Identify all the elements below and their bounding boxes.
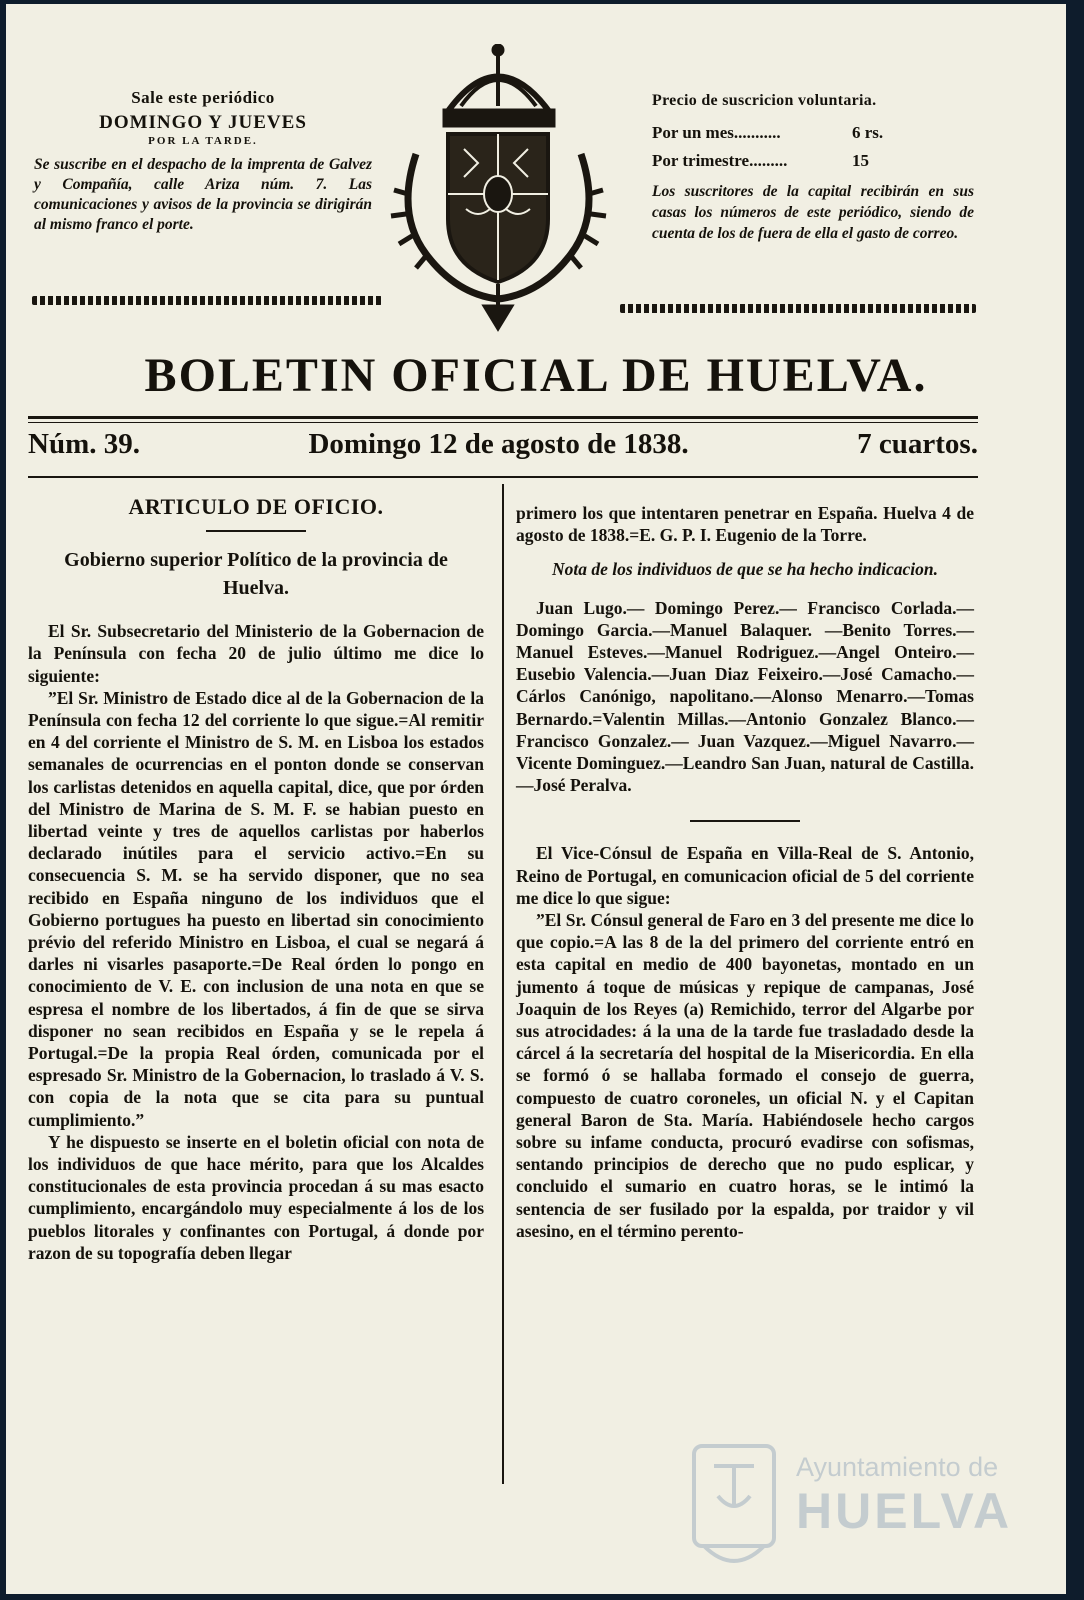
rule-bottom (28, 476, 978, 478)
column-divider (502, 484, 504, 1484)
masthead-title: BOLETIN OFICIAL DE HUELVA. (144, 349, 928, 402)
price-row-month (652, 123, 974, 143)
issue-date: Domingo 12 de agosto de 1838. (308, 428, 689, 460)
header-left-block (34, 88, 372, 235)
rule-top-thin (28, 422, 978, 423)
price-value-quarter: 15 (852, 151, 869, 170)
dateline (28, 428, 978, 461)
right-column (516, 502, 974, 1242)
issue-number: Núm. 39. (28, 428, 140, 460)
note-heading: Nota de los individuos de que se ha hecho indicacion. (552, 559, 938, 580)
newspaper-page (6, 4, 1066, 1594)
right-paragraph-1: primero los que intentaren penetrar en España. Huelva 4 de agosto de 1838.=E. G. P. I. Eugenio de la Torre. (516, 503, 974, 546)
publication-time: POR LA TARDE. (148, 135, 258, 147)
price-row-quarter (652, 151, 974, 171)
heading-rule (206, 530, 306, 532)
ornamental-border-right (620, 304, 976, 313)
price-value-month: 6 rs. (852, 123, 884, 142)
subscription-info: Se suscribe en el despacho de la imprenta de Galvez y Compañía, calle Ariza núm. 7. Las comunicaciones y avisos de la provincia se dirigirán al mismo franco el porte. (34, 156, 372, 233)
city-shield-icon (684, 1436, 784, 1576)
watermark-line-1: Ayuntamiento de (796, 1452, 999, 1482)
subscription-price-title: Precio de suscricion voluntaria. (652, 92, 877, 109)
ornamental-border-left (32, 296, 382, 305)
left-column (28, 496, 484, 1264)
header-right-block (652, 92, 974, 244)
article-subheading: Gobierno superior Político de la provincia de Huelva. (64, 549, 448, 600)
price-label-month: Por un mes........... (652, 123, 781, 142)
royal-coat-of-arms-icon (386, 44, 611, 334)
article-paragraph-1: El Sr. Subsecretario del Ministerio de la Gobernacion de la Península con fecha 20 de julio último me dice lo siguiente: (28, 621, 484, 686)
right-paragraph-2: El Vice-Cónsul de España en Villa-Real de S. Antonio, Reino de Portugal, en comunicacion oficial de 5 del corriente me dice lo que sigue: (516, 843, 974, 908)
subscriber-note: Los suscritores de la capital recibirán en sus casas los números de este periódico, siendo de cuenta de los de fuera de ella el gasto de correo. (652, 183, 974, 242)
issue-price: 7 cuartos. (857, 428, 978, 460)
names-list: Juan Lugo.— Domingo Perez.— Francisco Corlada.—Domingo Garcia.—Manuel Balaquer. —Benito Torres.—Manuel Esteves.—Manuel Rodriguez.—Angel Onteiro.—Eusebio Valencia.—Juan Diaz Feixeiro.—José Camacho.— Cárlos Canónigo, napolitano.—Alonso Menarro.—Tomas Bernardo.=Valentin Millas.—Antonio Gonzalez Blanco.—Francisco Gonzalez.— Juan Vazquez.—Miguel Navarro.—Vicente Dominguez.—Leandro San Juan, natural de Castilla.—José Peralva. (516, 597, 974, 796)
rule-top-thick (28, 416, 978, 419)
article-paragraph-2: ”El Sr. Ministro de Estado dice al de la Gobernacion de la Península con fecha 12 del corriente lo que sigue.=Al remitir en 4 del corriente el Ministro de S. M. en Lisboa los estados semanales de ocurrencias en el ponton donde se conservan los carlistas detenidos en aquella capital, dice, que por órden del Ministro de Marina de S. M. F. se habian puesto en libertad veinte y tres de aquellos carlistas por haberlos declarado inútiles para el servicio activo.=En su consecuencia S. M. se ha servido disponer, que no sea recibido en España ninguno de los individuos que el Gobierno portugues ha puesto en libertad sin conocimiento prévio del referido Ministro en Lisboa, el cual se negará á darles ni visarles pasaporte.=De Real órden lo pongo en conocimiento de V. E. con inclusion de una nota en que se espresa el nombre de los libertados, á fin de que se sirva disponer no sean recibidos en España y se le repela á Portugal.=De la propia Real órden, comunicada por el espresado Sr. Ministro de la Gobernacion, lo traslado á V. S. con copia de la nota que se cita para su puntual cumplimiento.” (28, 687, 484, 1130)
article-heading: ARTICULO DE OFICIO. (128, 494, 384, 519)
right-paragraph-3: ”El Sr. Cónsul general de Faro en 3 del presente me dice lo que copio.=A las 8 de la del primero del corriente entró en esta capital en medio de 400 bayonetas, montado en un jumento á toque de músicas y repique de campanas, José Joaquin de los Reyes (a) Remichido, terror del Algarbe por sus atrocidades: á la una de la tarde fue trasladado desde la cárcel á la secretaría del hospital de la Misericordia. En ella se formó ó se hallaba formado el consejo de guerra, compuesto de cuatro coroneles, un oficial N. y el Capitan general Baron de Sta. María. Habiéndosele hecho cargos sobre su infame conducta, procuró evadirse con sofismas, sentando principios de derecho que no pudo esplicar, y concluido el sumario en cuatro horas, se le intimó la sentencia de ser fusilado por la espalda, por traidor y vil asesino, en el término perento- (516, 910, 974, 1241)
section-rule (690, 820, 800, 822)
watermark-line-2: HUELVA (796, 1483, 1013, 1539)
price-label-quarter: Por trimestre......... (652, 151, 788, 170)
article-paragraph-3: Y he dispuesto se inserte en el boletin oficial con nota de los individuos de que hace mérito, para que los Alcaldes constitucionales de esta provincia procedan á su mas esacto cumplimiento, encargándolo muy especialmente á los de los pueblos litorales y confinantes con Portugal, á donde por razon de su topografía deben llegar (28, 1131, 484, 1263)
watermark (684, 1436, 1013, 1586)
publication-days-intro: Sale este periódico (131, 88, 275, 107)
publication-days: DOMINGO Y JUEVES (99, 112, 307, 133)
